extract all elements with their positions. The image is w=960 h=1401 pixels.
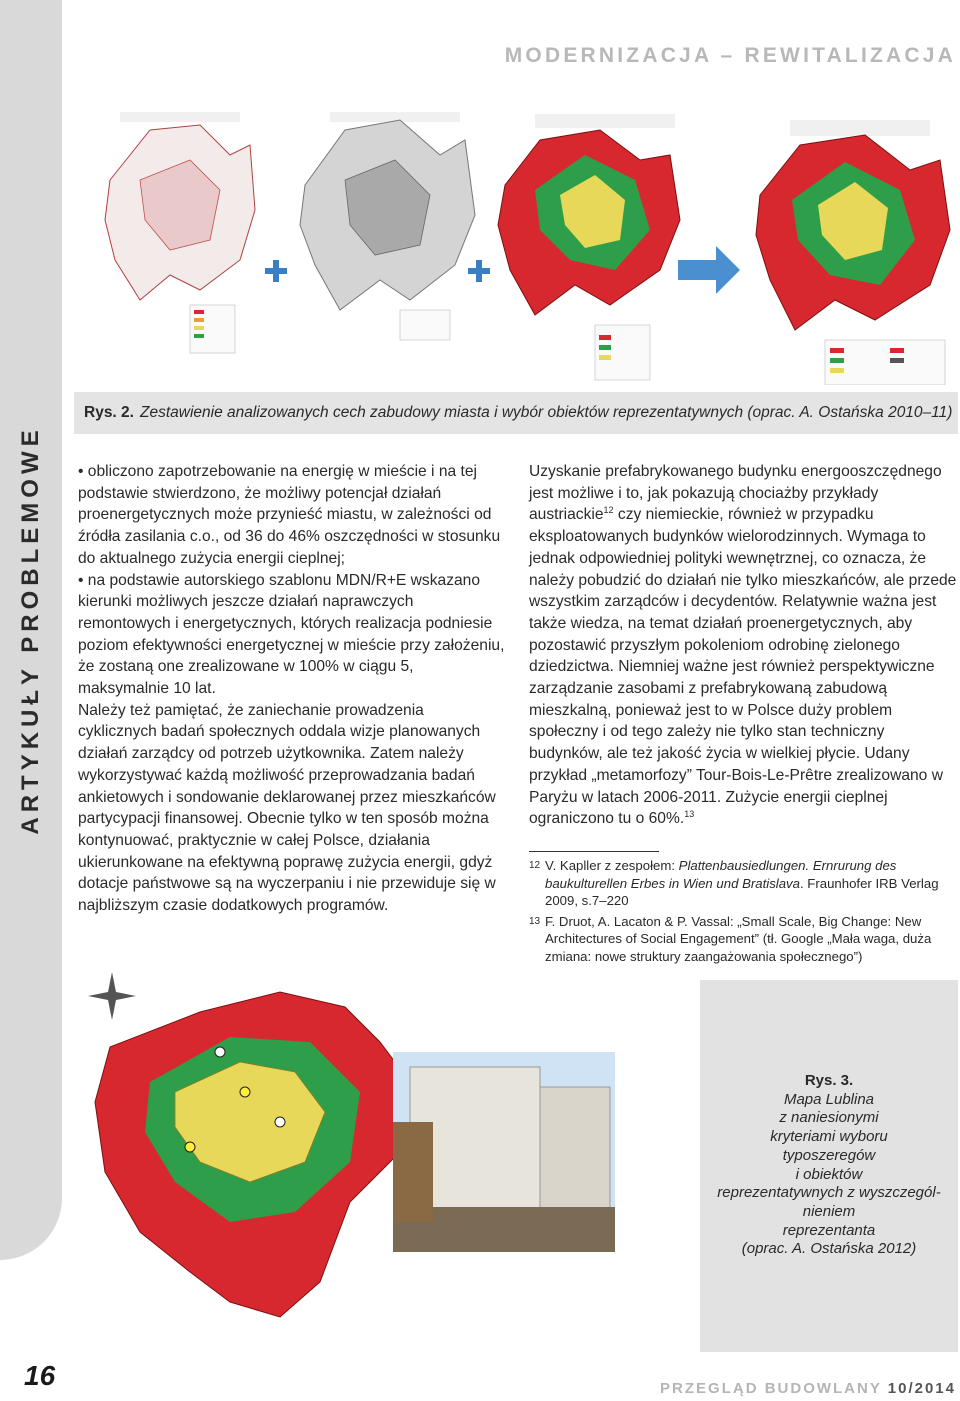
map-1-building-types <box>105 112 255 353</box>
figure-3-caption-line: z naniesionymi <box>779 1109 879 1127</box>
figure-3-caption-line: (oprac. A. Ostańska 2012) <box>741 1240 917 1258</box>
right-body-paragraph: Uzyskanie prefabrykowanego budynku energooszczędnego jest możliwe i to, jak pokazują chociażby przykłady austriackie$^{12}$ czy niemieckie, również w przypadku eksploatowanych budynków wielorodzinnych. Wymaga to jednak odpowiedniej polityki wewnętrznej, co oznacza, że należy pobudzić do działań nie tylko mieszkańców, ale przede wszystkim zarządców i decydentów. Relatywnie ważna jest także wiedza, na temat działań proenergetycznych, aby pozostawić przyszłym pokoleniom odrobinę zielonego dziedzictwa. Niemniej ważne jest również perspektywiczne zarządzanie zasobami z prefabrykowaną zabudową mieszkalną, ponieważ jest to w Polsce duży problem społeczny i od tego zależy nie tylko stan techniczny budynków, ale też jakość życia w wielkiej płycie. Udany przykład „metamorfozy” Tour-Bois-Le-Prêtre zrealizowano w Paryżu w latach 2006-2011. Zużycie energii cieplnej ograniczono tu o 60%.$^{13}$ <box>529 463 957 828</box>
figure-2-caption <box>74 392 958 434</box>
figure-2-caption-text: Zestawienie analizowanych cech zabudowy miasta i wybór obiektów reprezentatywnych (oprac. A. Ostańska 2010–11) <box>139 404 953 421</box>
figure-2-label: Rys. 2. <box>84 404 134 421</box>
plus-icon <box>265 260 287 282</box>
footnotes <box>529 857 959 969</box>
right-column <box>529 461 959 830</box>
compass-icon <box>88 972 136 1020</box>
journal-name: PRZEGLĄD BUDOWLANY <box>660 1380 882 1397</box>
page-number: 16 <box>24 1360 56 1391</box>
lublin-map <box>95 992 410 1317</box>
left-column <box>78 461 506 917</box>
footnote-12: 12 V. Kapller z zespołem: Plattenbausiedlungen. Ernrurung des baukulturellen Erbes in Wien und Bratislava. Fraunhofer IRB Verlag 2009, s.7–220 <box>529 858 939 909</box>
figure-3-caption-line: kryteriami wyboru <box>770 1128 888 1146</box>
figure-2-maps <box>80 100 956 385</box>
bullet-paragraph-1: • obliczono zapotrzebowanie na energię w mieście i na tej podstawie stwierdzono, że możliwy potencjał działań proenergetycznych może przynieść miastu, w zależności od źródła zasilania c.o., od 36 do 46% oszczędności w stosunku do aktualnego zużycia energii cieplnej; <box>78 463 501 567</box>
footnote-ref-13: 13 <box>684 809 695 820</box>
building-photo <box>393 1052 615 1252</box>
figure-3-image <box>80 972 696 1352</box>
plus-icon <box>468 260 490 282</box>
journal-footer <box>660 1380 956 1397</box>
arrow-right-icon <box>678 246 740 294</box>
figure-3-caption-line: reprezentanta <box>782 1221 876 1239</box>
bullet-paragraph-2: • na podstawie autorskiego szablonu MDN/R+E wskazano kierunki możliwych jeszcze działań naprawczych remontowych i energetycznych, których realizacja podniesie poziom efektywności energetycznej w mieście przy założeniu, że zostaną one zrealizowane w 100% w ciągu 5, maksymalnie 10 lat. <box>78 571 505 698</box>
section-label-text: ARTYKUŁY PROBLEMOWE <box>17 425 44 835</box>
running-head: MODERNIZACJA – REWITALIZACJA <box>504 44 956 67</box>
figure-3-caption-line: typoszeregów <box>782 1146 876 1164</box>
section-label <box>0 380 62 880</box>
figure-3-label: Rys. 3. <box>804 1072 854 1089</box>
figure-3-map-and-photo <box>80 972 696 1352</box>
footnote-divider <box>529 851 659 852</box>
map-2-technical-state <box>300 112 475 340</box>
figure-3-caption-line: Mapa Lublina <box>783 1090 875 1108</box>
map-3-energy-demand <box>498 114 680 380</box>
body-paragraph: Należy też pamiętać, że zaniechanie prowadzenia cyklicznych badań społecznych oddala wizje planowanych działań zarządcy od potrzeb użytkownika. Zatem należy wykorzystywać każdą możliwość przeprowadzania badań ankietowych i sondowanie deklarowanej przez mieszkańców partycypacji finansowej. Obecnie tylko w ten sposób można kontynuować, praktycznie w całej Polsce, działania ukierunkowane na efektywną poprawę zużycia energii, gdyż dotacje państwowe są na wyczerpaniu i nie przewiduje się w najbliższym czasie dodatkowych programów. <box>78 701 496 915</box>
footnote-13: 13 F. Druot, A. Lacaton & P. Vassal: „Small Scale, Big Change: New Architectures of Social Engagement” (tł. Google „Mała waga, duża zmiana: nowe struktury zaangażowania społecznego”) <box>529 913 932 964</box>
figure-3-caption-line: reprezentatywnych z wyszczegól- <box>717 1184 941 1202</box>
footnote-ref-12: 12 <box>603 505 614 516</box>
map-4-representative-selection <box>756 120 950 385</box>
figure-3-caption-line: nieniem <box>802 1202 856 1220</box>
figure-3-caption <box>700 980 958 1352</box>
figure-3-caption-line: i obiektów <box>795 1165 863 1183</box>
maps-composite <box>80 100 956 385</box>
journal-issue: 10/2014 <box>887 1380 956 1397</box>
